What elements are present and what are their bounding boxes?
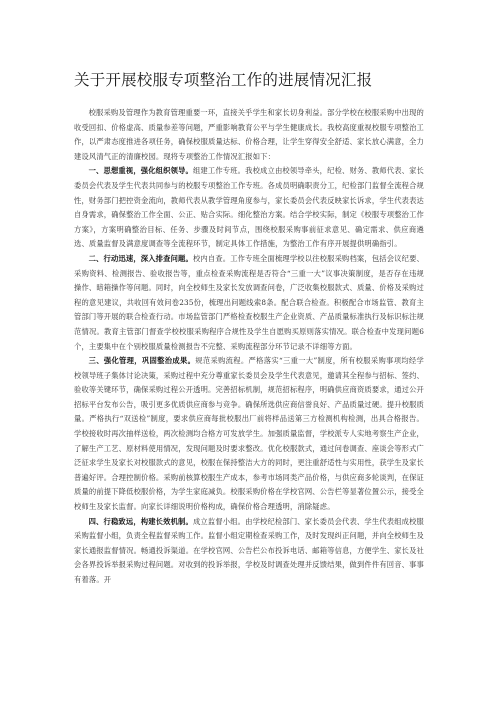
paragraph-section-3 bbox=[74, 354, 424, 515]
paragraph-intro bbox=[74, 106, 424, 164]
paragraph-text: 成立监督小组。由学校纪检部门、家长委员会代表、学生代表组成校服采购监督小组，负责全程监督采购工作。监督小组定期检查采购工作，及时发现纠正问题，并向全校师生及家长通报监督情况。畅通投诉渠道。在学校官网、公告栏公布投诉电话、邮箱等信息，方便学生、家长及社会各界投诉举报采购过程问题。对收到的投诉举报，学校及时调查处理并反馈结果，做到件件有回音、事事有着落。开 bbox=[74, 516, 424, 584]
paragraph-text: 组建工作专班。我校成立由校领导牵头，纪检、财务、教师代表、家长委员会代表及学生代表共同参与的校服专项整治工作专班。各成员明确职责分工，纪检部门监督全流程合规性，财务部门把控资金流向，教师代表从教学管理角度参与，家长委员会代表反映家长诉求，学生代表表达自身需求，确保整治工作全面、公正、贴合实际。细化整治方案。结合学校实际，制定《校服专项整治工作方案》，方案明确整治目标、任务、步骤及时间节点，围绕校服采购事前征求意见、确定需求、供应商遴选、质量监督及满意度调查等全流程环节，制定具体工作措施，为整治工作有序开展提供明确指引。 bbox=[74, 166, 424, 249]
paragraph-text: 校内自查。工作专班全面梳理学校以往校服采购档案，包括会议纪要、采购资料、检测报告、验收报告等，重点检查采购流程是否符合“三重一大”议事决策制度，是否存在违规操作、暗箱操作等问题。同时，向全校师生及家长发放调查问卷，广泛收集校服款式、质量、价格及采购过程的意见建议，共收回有效问卷235份，梳理出问题线索8条。配合联合检查。积极配合市场监管、教育主管部门等开展的联合检查行动。市场监管部门严格检查校服生产企业资质、产品质量标准执行及标识标注规范情况。教育主管部门督查学校校服采购程序合规性及学生自愿购买原则落实情况。联合检查中发现问题6个，主要集中在个别校服质量检测报告不完整、采购流程部分环节记录不详细等方面。 bbox=[74, 253, 424, 351]
paragraph-text: 校服采购及管理作为教育管理重要一环，直接关乎学生和家长切身利益。部分学校在校服采购中出现的收受回扣、价格虚高、质量参差等问题，严重影响教育公平与学生健康成长。我校高度重视校服专项整治工作，以严肃态度推进各项任务，确保校服质量达标、价格合理，让学生穿得安全舒适、家长放心满意，全力建设风清气正的清廉校园。现将专项整治工作情况汇报如下： bbox=[74, 108, 424, 161]
paragraph-heading: 一、思想重视，强化组织领导。 bbox=[88, 166, 193, 176]
paragraph-section-2 bbox=[74, 252, 424, 354]
paragraph-text: 规范采购流程。严格落实“三重一大”制度，所有校服采购事项均经学校领导班子集体讨论决策，采购过程中充分尊重家长委员会及学生代表意见，邀请其全程参与招标、签约、验收等关键环节，确保采购过程公开透明。完善招标机制，规范招标程序，明确供应商资质要求，通过公开招标平台发布公告，吸引更多优质供应商参与竞争。确保所选供应商信誉良好、产品质量过硬。提升校服质量。严格执行“双送检”制度，要求供应商每批校服出厂前将样品送第三方检测机构检测，出具合格报告。学校接收时再次抽样送检，两次检测均合格方可发放学生。加强质量监督，学校派专人实地考察生产企业，了解生产工艺、原材料使用情况，发现问题及时要求整改。优化校服款式，通过问卷调查、座谈会等形式广泛征求学生及家长对校服款式的意见，校服在保持整洁大方的同时，更注重舒适性与实用性，获学生及家长普遍好评。合理控制价格。采购前核算校服生产成本，参考市场同类产品价格，与供应商多轮谈判，在保证质量的前提下降低校服价格，为学生家庭减负。校服采购价格在学校官网、公告栏等显著位置公示，接受全校师生及家长监督。向家长详细说明价格构成，确保价格合理透明，消除疑虑。 bbox=[74, 356, 424, 512]
paragraph-heading: 三、强化管理，巩固整治成果。 bbox=[88, 356, 196, 366]
paragraph-heading: 二、行动迅速，深入排查问题。 bbox=[88, 253, 193, 263]
paragraph-section-4 bbox=[74, 515, 424, 588]
document-body bbox=[74, 106, 424, 588]
document-title: 关于开展校服专项整治工作的进展情况汇报 bbox=[74, 71, 373, 89]
paragraph-heading: 四、行稳致远，构建长效机制。 bbox=[88, 516, 193, 526]
paragraph-section-1 bbox=[74, 164, 424, 252]
